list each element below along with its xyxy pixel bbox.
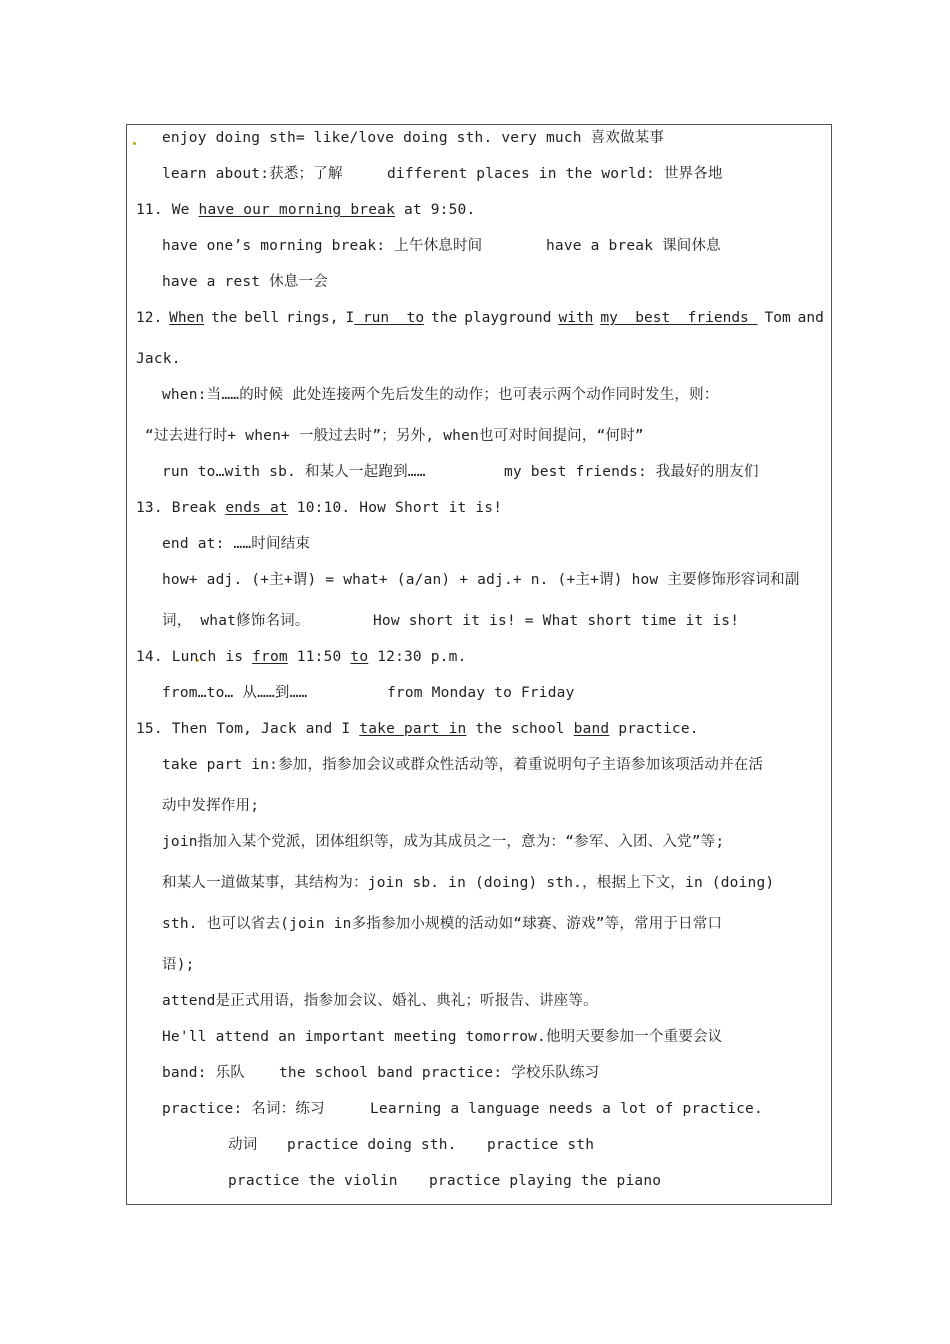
item-number: 11. [136,202,163,218]
sentence-11 [136,200,475,220]
note-line: 语); [162,957,195,973]
item-number: 15. [136,721,163,737]
note-line: join指加入某个党派，团体组织等，成为其成员之一，意为：“参军、入团、入党”等; [162,834,725,850]
note-line: how+ adj. (+主+谓) = what+ (a/an) + adj.+ n. (+主+谓) how 主要修饰形容词和副 [162,572,800,588]
note-line: How short it is! = What short time it is! [373,613,740,629]
key-phrase: from [252,649,288,665]
sentence-text: Then Tom, Jack and I [171,721,351,737]
note-line: the school band practice: 学校乐队练习 [279,1065,600,1081]
key-phrase: take part in [359,721,467,737]
word: Tom [764,310,791,326]
note-line: take part in:参加，指参加会议或群众性活动等，着重说明句子主语参加该项活动并在活 [162,757,764,773]
note-line: Learning a language needs a lot of practice. [370,1101,763,1117]
note-line: “过去进行时+ when+ 一般过去时”；另外, when也可对时间提问，“何时” [145,428,644,444]
sentence-13 [136,498,502,518]
key-phrase: to [350,649,369,665]
word: I [345,310,355,326]
note-line: Jack. [136,351,181,367]
item-number: 14. [136,649,163,665]
item-number: 12. [136,310,163,326]
note-line: sth. 也可以省去(join in多指参加小规模的活动如“球赛、游戏”等，常用于日常口 [162,916,723,932]
word: the [431,310,458,326]
word [345,308,424,328]
word: rings, [286,310,339,326]
note-line: 动中发挥作用; [162,798,260,814]
key-phrase: with [558,310,594,326]
note-line: He'll attend an important meeting tomorrow.他明天要参加一个重要会议 [162,1029,723,1045]
sentence-text: at 9:50. [403,202,476,218]
note-line: 词， what修饰名词。 [162,613,310,629]
note-line: enjoy doing sth= like/love doing sth. very much 喜欢做某事 [162,130,665,146]
note-line: practice: 名词：练习 [162,1101,325,1117]
key-phrase: have our morning break [198,202,396,218]
note-line: have a rest 休息一会 [162,274,328,290]
key-phrase: When [169,310,205,326]
note-line: end at: ……时间结束 [162,536,311,552]
sentence-text: practice. [618,721,699,737]
sentence-15 [136,719,699,739]
sentence-text: the school [475,721,565,737]
note-line: from Monday to Friday [387,685,575,701]
sentence-text: We [171,202,190,218]
note-line: my best friends: 我最好的朋友们 [504,464,759,480]
key-phrase: band [573,721,610,737]
sentence-text: Break [171,500,217,516]
sentence-14 [136,647,467,667]
note-line: when:当……的时候 此处连接两个先后发生的动作；也可表示两个动作同时发生，则： [162,387,719,403]
bullet-mark [133,142,136,145]
note-line: have a break 课间休息 [546,238,721,254]
key-phrase: ends at [225,500,288,516]
note-line: different places in the world: 世界各地 [387,166,723,182]
note-line: attend是正式用语，指参加会议、婚礼、典礼；听报告、讲座等。 [162,993,598,1009]
note-line: learn about:获悉；了解 [162,166,343,182]
note-line: practice playing the piano [429,1173,662,1189]
word: the [211,310,238,326]
item-number: 13. [136,500,163,516]
note-line: practice sth [487,1137,595,1153]
note-line: run to…with sb. 和某人一起跑到…… [162,464,426,480]
note-line: practice the violin [228,1173,398,1189]
key-phrase: run to [354,310,425,326]
note-line: 动词 [228,1137,258,1153]
note-line: from…to… 从……到…… [162,685,308,701]
sentence-12 [136,308,824,328]
note-line: 和某人一道做某事，其结构为：join sb. in (doing) sth.，根据上下文，in (doing) [162,875,775,891]
word: playground [464,310,552,326]
sentence-text: Lunch is [171,649,244,665]
note-line: band: 乐队 [162,1065,245,1081]
key-phrase: my best friends [600,310,758,326]
note-line: have one’s morning break: 上午休息时间 [162,238,483,254]
sentence-text: 12:30 p.m. [377,649,467,665]
sentence-text: 11:50 [296,649,342,665]
word: and [797,310,824,326]
word: bell [244,310,280,326]
sentence-text: 10:10. How Short it is! [296,500,503,516]
note-line: practice doing sth. [287,1137,457,1153]
